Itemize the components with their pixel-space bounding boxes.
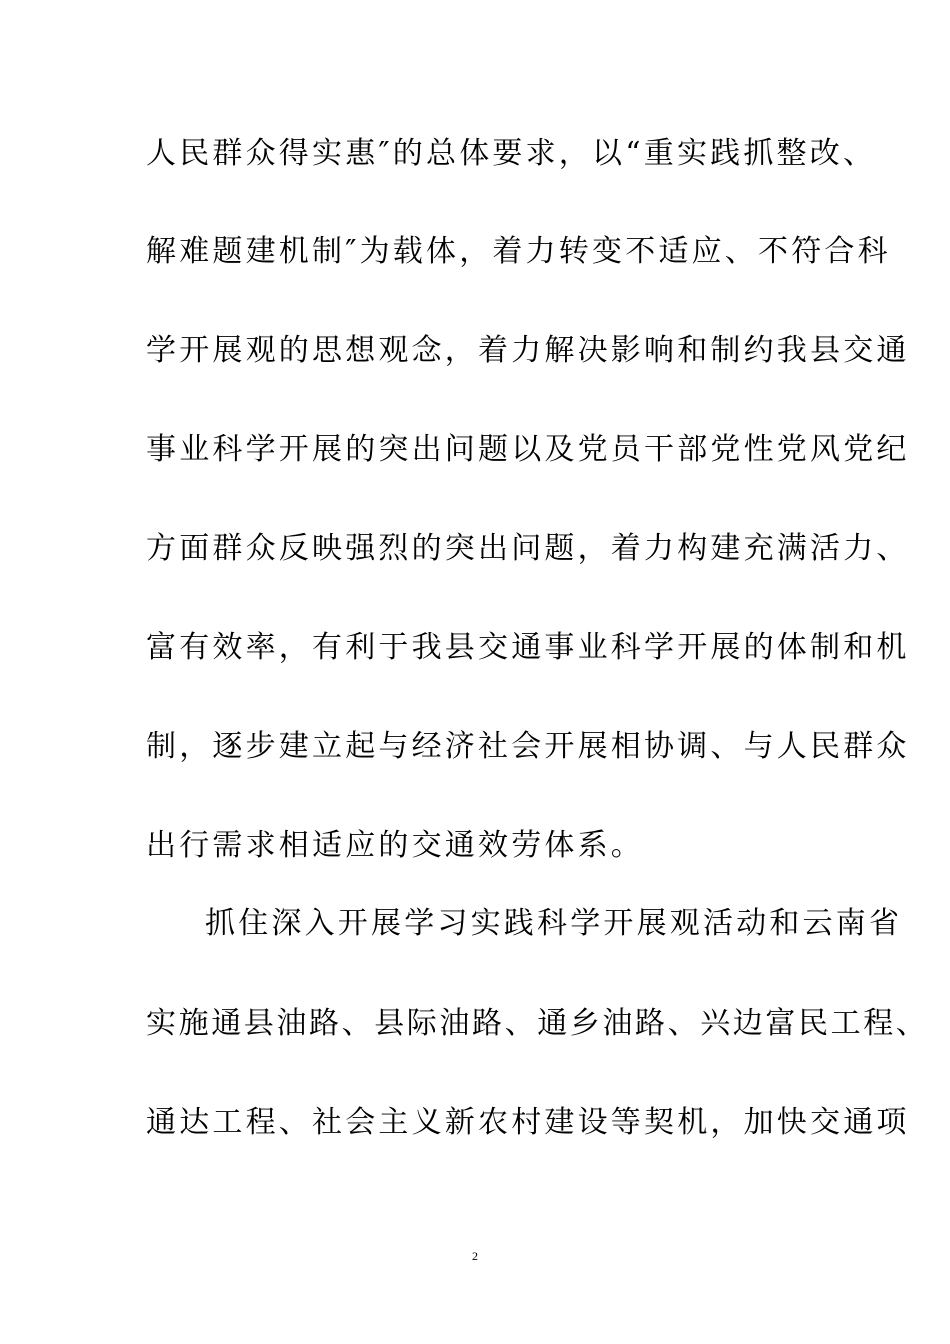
body-text-line: 制，逐步建立起与经济社会开展相协调、与人民群众 xyxy=(146,729,910,764)
body-text-line: 实施通县油路、县际油路、通乡油路、兴边富民工程、 xyxy=(146,1006,929,1041)
paragraph-first-line: 抓住深入开展学习实践科学开展观活动和云南省 xyxy=(205,906,903,941)
body-text-line: 富有效率，有利于我县交通事业科学开展的体制和机 xyxy=(146,630,910,665)
body-text-line: 方面群众反映强烈的突出问题，着力构建充满活力、 xyxy=(146,531,910,566)
body-text-line: 学开展观的思想观念，着力解决影响和制约我县交通 xyxy=(146,333,910,368)
page-number: 2 xyxy=(472,1249,478,1263)
body-text-line: 通达工程、社会主义新农村建设等契机，加快交通项 xyxy=(146,1105,910,1140)
body-text-line: 事业科学开展的突出问题以及党员干部党性党风党纪 xyxy=(146,432,910,467)
body-text-line: 出行需求相适应的交通效劳体系。 xyxy=(146,828,644,863)
body-text-line: 解难题建机制″为载体，着力转变不适应、不符合科 xyxy=(146,234,891,269)
body-text-line: 人民群众得实惠″的总体要求，以“重实践抓整改、 xyxy=(146,136,877,171)
